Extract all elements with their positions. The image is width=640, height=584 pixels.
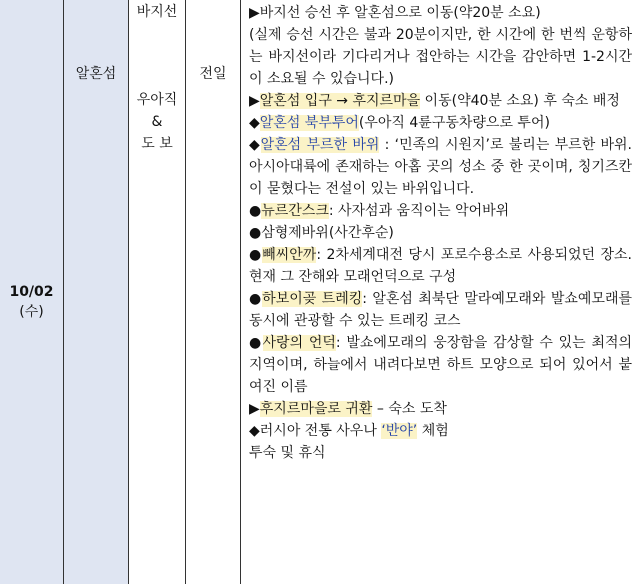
itinerary-line-return: ▶후지르마을로 귀환 – 숙소 도착 [249, 401, 447, 417]
meal-label: 전일 [199, 66, 227, 82]
itinerary-line-burkhan: ◆알혼섬 부르한 바위 : ‘민족의 시원지’로 불리는 부르한 바위. 아시아대륙에 존재하는 아홉 곳의 성소 중 한 곳이며, 칭기즈칸이 묻혔다는 전설이 있는 바위입니다. [249, 137, 632, 197]
itinerary-line-khoboy: ●하보이곶 트레킹: 알혼섬 최북단 말라예모래와 발쇼예모래를 동시에 관광할 수 있는 트레킹 코스 [249, 291, 633, 329]
itinerary-line-nyurgan: ●뉴르간스크: 사자섬과 움직이는 악어바위 [249, 203, 510, 219]
date-day: 10/02 [9, 284, 54, 300]
transport-amp: & [151, 114, 163, 130]
itinerary-line-barge: ▶바지선 승선 후 알혼섬으로 이동(약20분 소요) (실제 승선 시간은 불과 20분이지만, 한 시간에 한 번씩 운항하는 바지선이라 기다리거나 접안하는 시간을 감안하면 1-2시간이 소요될 수 있습니다.) [249, 5, 632, 87]
place-cell [64, 0, 129, 584]
itinerary-line-peschanka: ●빼씨안까: 2차세계대전 당시 포로수용소로 사용되었던 장소. 현재 그 잔해와 모래언덕으로 구성 [249, 247, 632, 285]
itinerary-line-banya: ◆러시아 전통 사우나 ‘반야’ 체험 [249, 423, 449, 439]
itinerary-text [249, 2, 632, 464]
itinerary-line-three-brothers: ●삼형제바위(사간후순) [249, 225, 394, 241]
date-weekday: (수) [19, 304, 44, 320]
place-name: 알혼섬 [75, 66, 117, 82]
itinerary-line-transfer: ▶알혼섬 입구 → 후지르마을 이동(약40분 소요) 후 숙소 배정 [249, 93, 620, 109]
itinerary-cell [241, 0, 640, 584]
date-cell [0, 0, 64, 584]
itinerary-line-rest: 투숙 및 휴식 [249, 445, 326, 461]
itinerary-line-north-tour: ◆알혼섬 북부투어(우아직 4륜구동차량으로 투어) [249, 115, 550, 131]
meal-cell [186, 0, 241, 584]
transport-vehicle: 우아직 [136, 92, 178, 108]
itinerary-line-love-hill: ●사랑의 언덕: 발쇼에모래의 웅장함을 감상할 수 있는 최적의 지역이며, 하늘에서 내려다보면 하트 모양으로 되어 있어서 붙여진 이름 [249, 335, 633, 395]
transport-cell [129, 0, 186, 584]
transport-walk: 도 보 [141, 136, 173, 152]
transport-barge: 바지선 [136, 4, 178, 20]
